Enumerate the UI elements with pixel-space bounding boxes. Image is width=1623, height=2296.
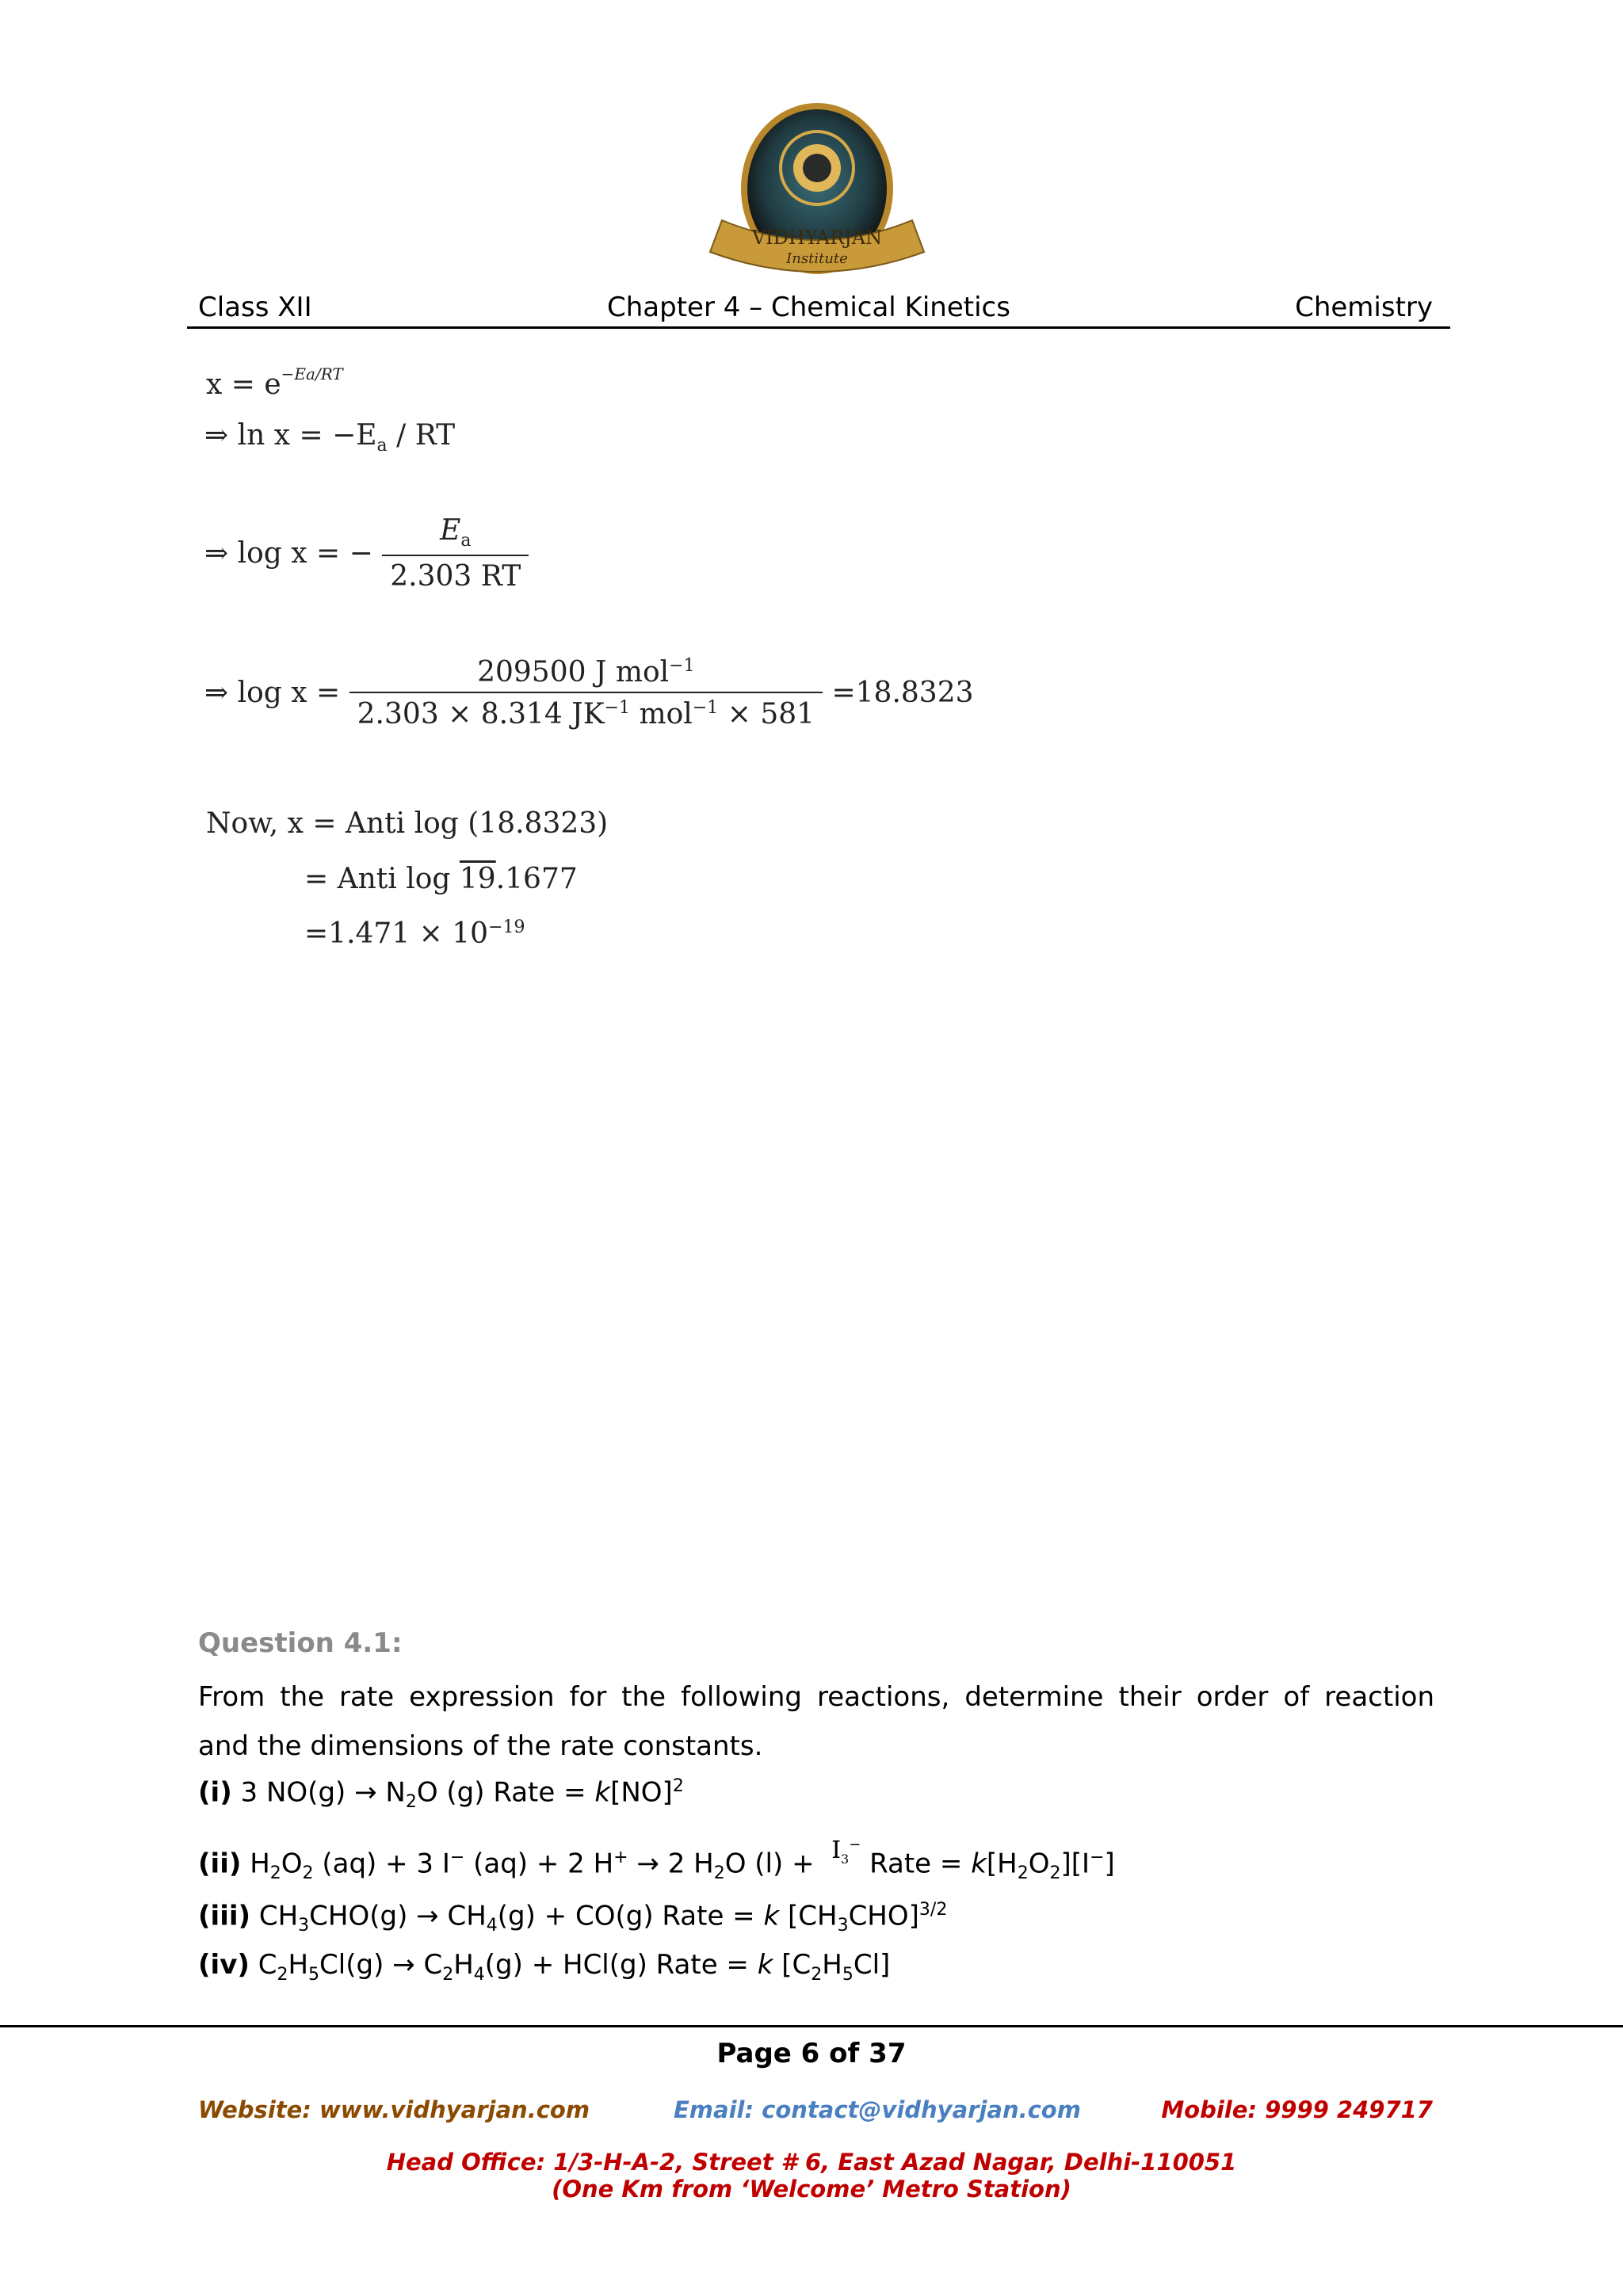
institute-logo <box>702 101 932 292</box>
footer-email[interactable]: Email: contact@vidhyarjan.com <box>674 2096 1081 2123</box>
equation-line-2: ⇒ $\ln x = -E_a$ / RT <box>204 419 456 456</box>
equation-line-6: = Anti log 19.1677 <box>304 863 578 895</box>
svg-text:Institute: Institute <box>786 250 848 267</box>
footer-divider <box>0 2025 1623 2027</box>
fraction: $\frac{E_a}{2.303 RT}$ <box>382 517 529 591</box>
office-address-line: Head Office: 1/3-H-A-2, Street # 6, East Azad Nagar, Delhi-110051 <box>386 2149 1237 2176</box>
equation-line-5: Now, x = Anti log (18.8323) <box>206 807 609 840</box>
reaction-iii: (iii) $CH_3CHO(g) \to CH_4(g) + CO(g)$ Rate = k $[CH_3CHO]^{3/2}$ <box>198 1900 948 1936</box>
page-number: Page 6 of 37 <box>716 2038 907 2069</box>
equation-line-4: ⇒ log x = $\frac{209500 J mol^{-1}}{2.303 \times 8.314 JK^{-1} mol^{-1} \times 581}$ =18.8323 <box>204 656 974 730</box>
office-landmark-line: (One Km from ‘Welcome’ Metro Station) <box>552 2176 1071 2203</box>
reaction-ii: (ii) $H_2O_2$ (aq) + 3 I− (aq) + 2 H+ → 2 $H_2O$ $(l) + I_3^-$ Rate = $k[H_2O_2][I^-]$ <box>198 1836 1115 1884</box>
header-subject: Chemistry <box>1295 292 1433 323</box>
header-divider <box>187 326 1450 329</box>
reaction-iv: (iv) $C_2H_5Cl(g) \to C_2H_4(g) + HCl(g)$ Rate = k $[C_2H_5Cl]$ <box>198 1949 891 1985</box>
question-title: Question 4.1: <box>198 1627 403 1659</box>
header-chapter: Chapter 4 – Chemical Kinetics <box>607 292 1010 323</box>
header-class: Class XII <box>198 292 312 323</box>
equation-line-3: ⇒ log x = − $\frac{E_a}{2.303 RT}$ <box>204 517 529 591</box>
equation-line-7: $=1.471 \times 10^{-19}$ <box>304 917 525 950</box>
reaction-i: (i) 3 $NO(g) \to N_2O$ (g) Rate = k[NO]$^2$ <box>198 1776 684 1813</box>
footer-website[interactable]: Website: www.vidhyarjan.com <box>198 2096 590 2123</box>
footer-mobile: Mobile: 9999 249717 <box>1161 2096 1433 2123</box>
question-text-continued: and the dimensions of the rate constants. <box>198 1730 763 1762</box>
fraction: $\frac{209500 J mol^{-1}}{2.303 \times 8.314 JK^{-1} mol^{-1} \times 581}$ <box>349 658 823 729</box>
question-text: From the rate expression for the following reactions, determine their order of reaction <box>198 1681 1434 1713</box>
footer-office-address <box>0 2149 1623 2203</box>
equation-line-1: $x = e^{-Ea/RT}$ <box>206 364 343 401</box>
svg-text:VIDHYARJAN: VIDHYARJAN <box>751 227 883 249</box>
